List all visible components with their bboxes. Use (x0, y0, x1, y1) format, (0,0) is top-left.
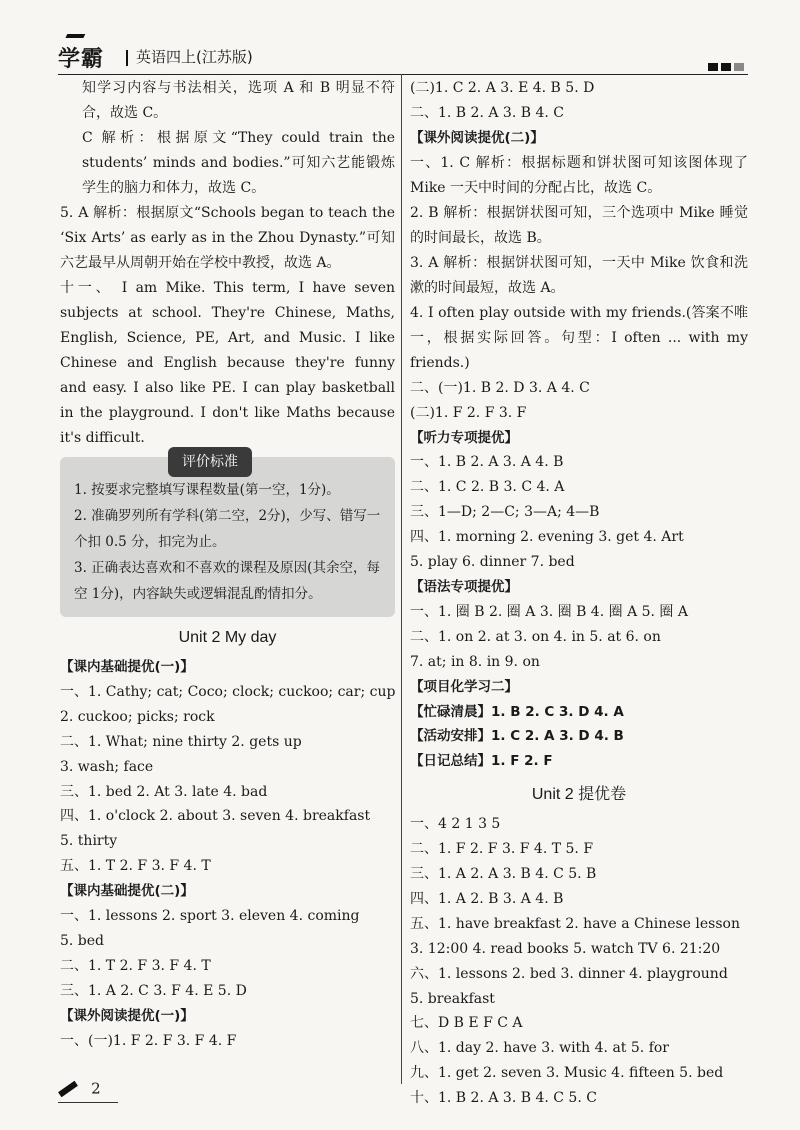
right-column (410, 76, 748, 1111)
answer-line: 一、(一)1. F 2. F 3. F 4. F (60, 1032, 237, 1049)
answer-line: 九、1. get 2. seven 3. Music 4. fifteen 5. bed (410, 1065, 724, 1082)
header-squares-icon (705, 56, 744, 75)
answer-line: 二、(一)1. B 2. D 3. A 4. C (410, 379, 590, 396)
criterion-item: 3. 正确表达喜欢和不喜欢的课程及原因(其余空，每空 1分)，内容缺失或逻辑混乱酌情扣分。 (74, 560, 380, 602)
answer-line: 五、1. have breakfast 2. have a Chinese lesson (410, 915, 740, 932)
left-column (60, 76, 395, 1054)
answer-line: 三、1. A 2. C 3. F 4. E 5. D (60, 982, 247, 999)
answer-line: 三、1. A 2. A 3. B 4. C 5. B (410, 866, 597, 883)
answer-list (60, 655, 395, 1054)
answer-paragraph: 4. I often play outside with my friends.(答案不唯一，根据实际回答。句型：I often ... with my friends.) (410, 304, 748, 371)
section-heading: 【课外阅读提优(二)】 (410, 129, 544, 146)
column-divider (401, 74, 402, 1084)
answer-line: 四、1. o'clock 2. about 3. seven 4. breakfast (60, 808, 371, 825)
answer-list (410, 376, 748, 775)
answer-line: 3. 12:00 4. read books 5. watch TV 6. 21:20 (410, 940, 721, 957)
footer-rule (58, 1102, 118, 1103)
answer-line: 五、1. T 2. F 3. F 4. T (60, 858, 211, 875)
answer-paragraph: 知学习内容与书法相关，选项 A 和 B 明显不符合，故选 C。 (82, 80, 395, 121)
logo: 学霸 (58, 47, 105, 72)
answer-line: 一、1. lessons 2. sport 3. eleven 4. coming (60, 908, 360, 925)
criterion-item: 2. 准确罗列所有学科(第二空，2分)，少写、错写一个扣 0.5 分，扣完为止。 (74, 508, 381, 550)
answer-line: 四、1. A 2. B 3. A 4. B (410, 890, 564, 907)
book-title: 英语四上(江苏版) (126, 46, 253, 67)
answer-line: (二)1. F 2. F 3. F (410, 404, 527, 421)
answer-line: 3. wash; face (60, 758, 154, 775)
answer-line: 7. at; in 8. in 9. on (410, 653, 540, 670)
page-header (58, 40, 748, 76)
answer-paragraph: 3. A 解析：根据饼状图可知，一天中 Mike 饮食和洗漱的时间最短，故选 A。 (410, 254, 748, 296)
answer-line: 2. cuckoo; picks; rock (60, 708, 215, 725)
answer-line: 八、1. day 2. have 3. with 4. at 5. for (410, 1040, 669, 1057)
answer-list (410, 812, 748, 1111)
answer-line: 5. bed (60, 932, 105, 949)
header-rule (58, 74, 748, 75)
answer-list (410, 76, 748, 151)
unit-title: Unit 2 My day (178, 629, 277, 646)
section-heading: 【听力专项提优】 (410, 429, 518, 446)
criterion-item: 1. 按要求完整填写课程数量(第一空，1分)。 (74, 482, 340, 498)
answer-line: (二)1. C 2. A 3. E 4. B 5. D (410, 80, 595, 96)
answer-line: 二、1. F 2. F 3. F 4. T 5. F (410, 841, 594, 858)
answer-paragraph: C 解析：根据原文“They could train the students’ minds and bodies.”可知六艺能锻炼学生的脑力和体力，故选 C。 (82, 130, 395, 196)
answer-line: 三、1. bed 2. At 3. late 4. bad (60, 783, 268, 800)
answer-line: 二、1. C 2. B 3. C 4. A (410, 479, 565, 496)
section-heading: 【项目化学习二】 (410, 678, 518, 695)
page-number: 2 (91, 1079, 101, 1098)
section-heading: 【忙碌清晨】1. B 2. C 3. D 4. A (410, 703, 624, 720)
answer-paragraph: 5. A 解析：根据原文“Schools began to teach the ‘Six Arts’ as early as in the Zhou Dynasty.”可知六艺最早从周朝开始在学校中教授，故选 A。 (60, 205, 395, 271)
answer-line: 5. play 6. dinner 7. bed (410, 554, 575, 571)
answer-line: 5. breakfast (410, 990, 495, 1007)
section-heading: 【日记总结】1. F 2. F (410, 753, 553, 770)
answer-line: 二、1. B 2. A 3. B 4. C (410, 104, 564, 121)
answer-line: 一、1. 圈 B 2. 圈 A 3. 圈 B 4. 圈 A 5. 圈 A (410, 603, 688, 620)
answer-line: 二、1. T 2. F 3. F 4. T (60, 957, 211, 974)
answer-line: 二、1. What; nine thirty 2. gets up (60, 733, 302, 750)
section-heading: 【课内基础提优(二)】 (60, 883, 194, 900)
answer-paragraph: 2. B 解析：根据饼状图可知，三个选项中 Mike 睡觉的时间最长，故选 B。 (410, 204, 748, 246)
page-footer (58, 1078, 101, 1098)
answer-line: 十、1. B 2. A 3. B 4. C 5. C (410, 1090, 597, 1107)
pencil-icon (58, 1080, 78, 1096)
answer-paragraph: 一、1. C 解析：根据标题和饼状图可知该图体现了 Mike 一天中时间的分配占比，故选 C。 (410, 154, 748, 196)
answer-line: 六、1. lessons 2. bed 3. dinner 4. playground (410, 965, 728, 982)
writing-sample: 十一、 I am Mike. This term, I have seven subjects at school. They're Chinese, Maths, English, Science, PE, Art, and Music. I like Chinese and English because they're funny and easy. I also like PE. I can play basketball in the playground. I don't like Maths because it's difficult. (60, 280, 395, 446)
answer-line: 一、1. B 2. A 3. A 4. B (410, 454, 564, 471)
evaluation-criteria-box (60, 454, 395, 617)
answer-line: 一、1. Cathy; cat; Coco; clock; cuckoo; car; cup (60, 683, 395, 700)
answer-line: 二、1. on 2. at 3. on 4. in 5. at 6. on (410, 628, 661, 645)
answer-line: 四、1. morning 2. evening 3. get 4. Art (410, 529, 684, 546)
answer-line: 5. thirty (60, 833, 118, 850)
answer-line: 七、D B E F C A (410, 1015, 523, 1032)
answer-line: 三、1—D; 2—C; 3—A; 4—B (410, 504, 600, 521)
evaluation-title: 评价标准 (168, 447, 252, 477)
section-heading: 【课外阅读提优(一)】 (60, 1007, 194, 1024)
section-heading: 【课内基础提优(一)】 (60, 659, 194, 675)
answer-line: 一、4 2 1 3 5 (410, 816, 501, 833)
section-heading: 【语法专项提优】 (410, 578, 518, 595)
section-heading: 【活动安排】1. C 2. A 3. D 4. B (410, 728, 624, 745)
unit-test-title: Unit 2 提优卷 (531, 786, 627, 804)
